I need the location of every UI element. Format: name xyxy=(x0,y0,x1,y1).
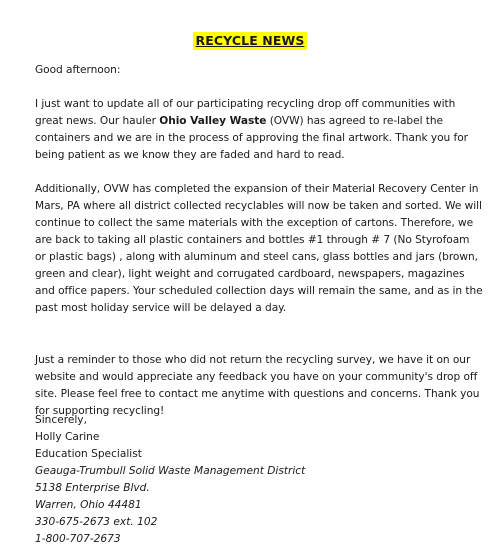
paragraph-relabel xyxy=(35,96,483,164)
paragraph-materials: Additionally, OVW has completed the expansion of their Material Recovery Center in Mars, PA where all district collected recyclables will now be taken and sorted. We will continue to collect the same materials with the exception of cartons. Therefore, we are back to taking all plastic containers and bottles #1 through # 7 (No Styrofoam or plastic bags) , along with aluminum and steel cans, glass bottles and jars (brown, green and clear), light weight and corrugated cardboard, newspapers, magazines and office papers. Your scheduled collection days will remain the same, and as in the past most holiday service will be delayed a day. xyxy=(35,183,483,314)
signer-name: Holly Carine xyxy=(35,431,100,443)
organization-name: Geauga-Trumbull Solid Waste Management District xyxy=(35,465,306,477)
hauler-name: Ohio Valley Waste xyxy=(159,115,267,127)
toll-free-number: 1-800-707-2673 xyxy=(35,533,121,545)
page-title: RECYCLE NEWS xyxy=(193,32,308,50)
street-address: 5138 Enterprise Blvd. xyxy=(35,482,150,494)
phone-number: 330-675-2673 ext. 102 xyxy=(35,516,158,528)
paragraph-relabel-text-end: (OVW) has agreed to re-label the containers and we are in the process of approving the final artwork. Thank you for being patient as we know they are faded and hard to read. xyxy=(35,115,468,161)
title-container xyxy=(0,30,500,50)
paragraph-survey: Just a reminder to those who did not return the recycling survey, we have it on our website and would appreciate any feedback you have on your community's drop off site. Please feel free to contact me anytime with questions and concerns. Thank you for supporting recycling! xyxy=(35,354,480,417)
paragraph-relabel-text-start: I just want to update all of our participating recycling drop off communities with great news. Our hauler xyxy=(35,98,456,127)
closing: Sincerely, xyxy=(35,414,87,426)
greeting: Good afternoon: xyxy=(35,64,121,76)
signer-role: Education Specialist xyxy=(35,448,142,460)
signature-block xyxy=(35,412,305,548)
city-state-zip: Warren, Ohio 44481 xyxy=(35,499,142,511)
